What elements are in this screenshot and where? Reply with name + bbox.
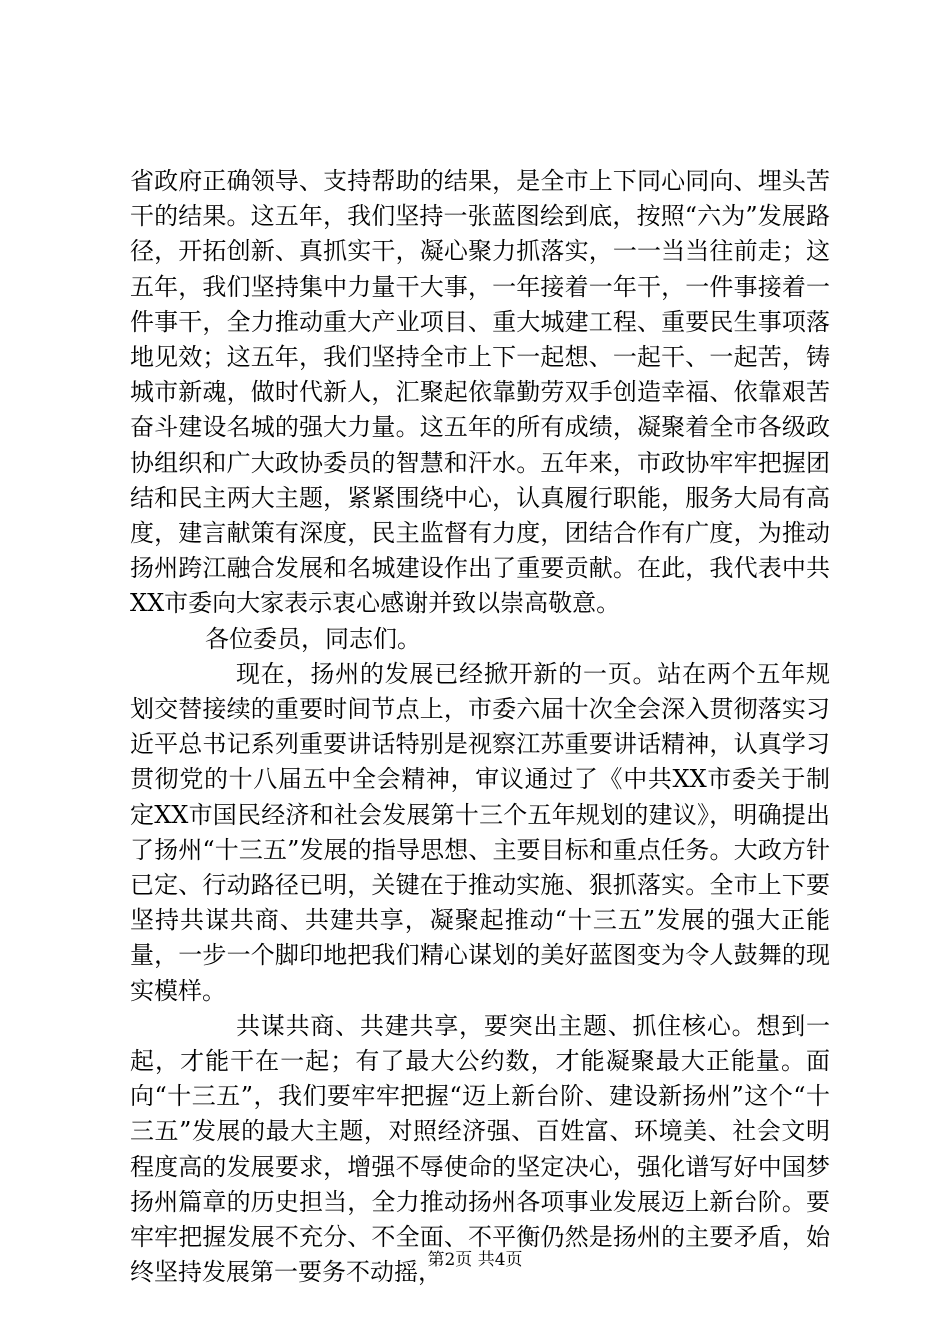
document-body — [130, 164, 830, 1291]
page-number-footer: 第2页 共4页 — [427, 1250, 523, 1270]
paragraph-theme: 共谋共商、共建共享，要突出主题、抓住核心。想到一起，才能干在一起；有了最大公约数，才能凝聚最大正能量。面向“十三五”，我们要牢牢把握“迈上新台阶、建设新扬州”这个“十三五”发展的最大主题，对照经济强、百姓富、环境美、社会文明程度高的发展要求，增强不辱使命的坚定决心，强化谱写好中国梦扬州篇章的历史担当，全力推动扬州各项事业发展迈上新台阶。要牢牢把握发展不充分、不全面、不平衡仍然是扬州的主要矛盾，始终坚持发展第一要务不动摇， — [130, 1011, 830, 1287]
paragraph-continued: 省政府正确领导、支持帮助的结果，是全市上下同心同向、埋头苦干的结果。这五年，我们坚持一张蓝图绘到底，按照“六为”发展路径，开拓创新、真抓实干，凝心聚力抓落实，一一当当往前走；这五年，我们坚持集中力量干大事，一年接着一年干，一件事接着一件事干，全力推动重大产业项目、重大城建工程、重要民生事项落地见效；这五年，我们坚持全市上下一起想、一起干、一起苦，铸城市新魂，做时代新人，汇聚起依靠勤劳双手创造幸福、依靠艰苦奋斗建设名城的强大力量。这五年的所有成绩，凝聚着全市各级政协组织和广大政协委员的智慧和汗水。五年来，市政协牢牢把握团结和民主两大主题，紧紧围绕中心，认真履行职能，服务大局有高度，建言献策有深度，民主监督有力度，团结合作有广度，为推动扬州跨江融合发展和名城建设作出了重要贡献。在此，我代表中共XX市委向大家表示衷心感谢并致以崇高敬意。 — [130, 167, 830, 618]
paragraph-salutation: 各位委员，同志们。 — [205, 624, 421, 653]
paragraph-development: 现在，扬州的发展已经掀开新的一页。站在两个五年规划交替接续的重要时间节点上，市委六届十次全会深入贯彻落实习近平总书记系列重要讲话特别是视察江苏重要讲话精神，认真学习贯彻党的十八届五中全会精神，审议通过了《中共XX市委关于制定XX市国民经济和社会发展第十三个五年规划的建议》，明确提出了扬州“十三五”发展的指导思想、主要目标和重点任务。大政方针已定、行动路径已明，关键在于推动实施、狠抓落实。全市上下要坚持共谋共商、共建共享，凝聚起推动“十三五”发展的强大正能量，一步一个脚印地把我们精心谋划的美好蓝图变为令人鼓舞的现实模样。 — [130, 659, 830, 1005]
